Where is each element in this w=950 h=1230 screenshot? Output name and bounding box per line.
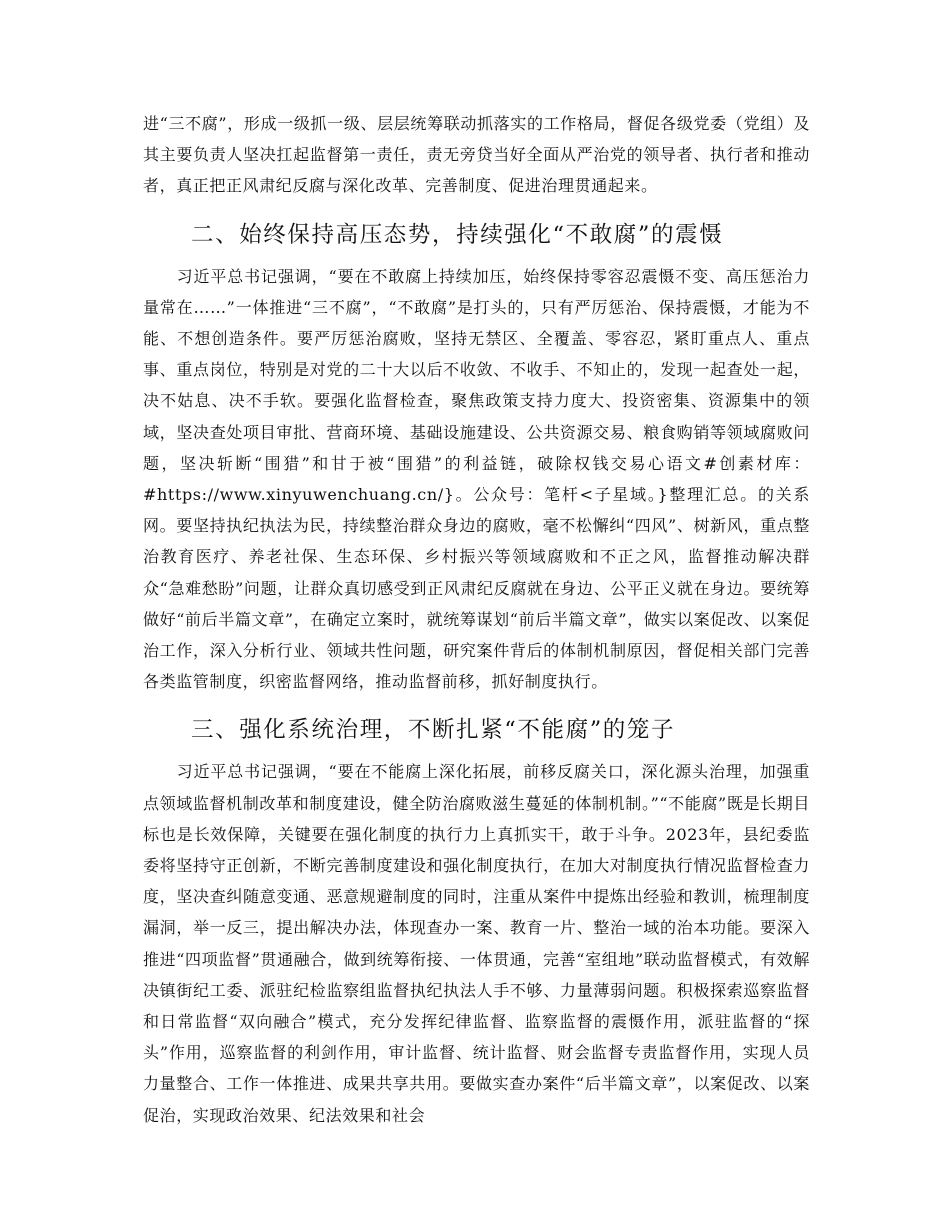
body-paragraph-continuation: 进“三不腐”，形成一级抓一级、层层统筹联动抓落实的工作格局，督促各级党委（党组）及其主要负责人坚决扛起监督第一责任，责无旁贷当好全面从严治党的领导者、执行者和推动者，真正把正风肃纪反腐与深化改革、完善制度、促进治理贯通起来。 <box>143 114 810 196</box>
section-heading-two: 二、始终保持高压态势，持续强化“不敢腐”的震慑 <box>191 221 724 248</box>
body-paragraph-section-two: 习近平总书记强调，“要在不敢腐上持续加压，始终保持零容忍震慑不变、高压惩治力量常在……”一体推进“三不腐”，“不敢腐”是打头的，只有严厉惩治、保持震慑，才能为不能、不想创造条件。要严厉惩治腐败，坚持无禁区、全覆盖、零容忍，紧盯重点人、重点事、重点岗位，特别是对党的二十大以后不收敛、不收手、不知止的，发现一起查处一起，决不姑息、决不手软。要强化监督检查，聚焦政策支持力度大、投资密集、资源集中的领域，坚决查处项目审批、营商环境、基础设施建设、公共资源交易、粮食购销等领域腐败问题，坚决斩断“围猎”和甘于被“围猎”的利益链，破除权钱交易心语文#创素材库：#https://www.xinyuwenchuang.cn/}。公众号：笔杆<子星域。}整理汇总。的关系网。要坚持执纪执法为民，持续整治群众身边的腐败，毫不松懈纠“四风”、树新风，重点整治教育医疗、养老社保、生态环保、乡村振兴等领域腐败和不正之风，监督推动解决群众“急难愁盼”问题，让群众真切感受到正风肃纪反腐就在身边、公平正义就在身边。要统筹做好“前后半篇文章”，在确定立案时，就统筹谋划“前后半篇文章”，做实以案促改、以案促治工作，深入分析行业、领域共性问题，研究案件背后的体制机制原因，督促相关部门完善各类监管制度，织密监督网络，推动监督前移，抓好制度执行。 <box>143 266 810 692</box>
section-heading-three: 三、强化系统治理，不断扎紧“不能腐”的笼子 <box>191 717 676 744</box>
document-page <box>143 108 810 1131</box>
body-paragraph-section-three: 习近平总书记强调，“要在不能腐上深化拓展，前移反腐关口，深化源头治理，加强重点领域监督机制改革和制度建设，健全防治腐败滋生蔓延的体制机制。”“不能腐”既是长期目标也是长效保障，关键要在强化制度的执行力上真抓实干，敢于斗争。2023年，县纪委监委将坚持守正创新，不断完善制度建设和强化制度执行，在加大对制度执行情况监督检查力度，坚决查纠随意变通、恶意规避制度的同时，注重从案件中提炼出经验和教训，梳理制度漏洞，举一反三，提出解决办法，体现查办一案、教育一片、整治一域的治本功能。要深入推进“四项监督”贯通融合，做到统筹衔接、一体贯通，完善“室组地”联动监督模式，有效解决镇街纪工委、派驻纪检监察组监督执纪执法人手不够、力量薄弱问题。积极探索巡察监督和日常监督“双向融合”模式，充分发挥纪律监督、监察监督的震慑作用，派驻监督的“探头”作用，巡察监督的利剑作用，审计监督、统计监督、财会监督专责监督作用，实现人员力量整合、工作一体推进、成果共享共用。要做实查办案件“后半篇文章”，以案促改、以案促治，实现政治效果、纪法效果和社会 <box>143 762 810 1125</box>
